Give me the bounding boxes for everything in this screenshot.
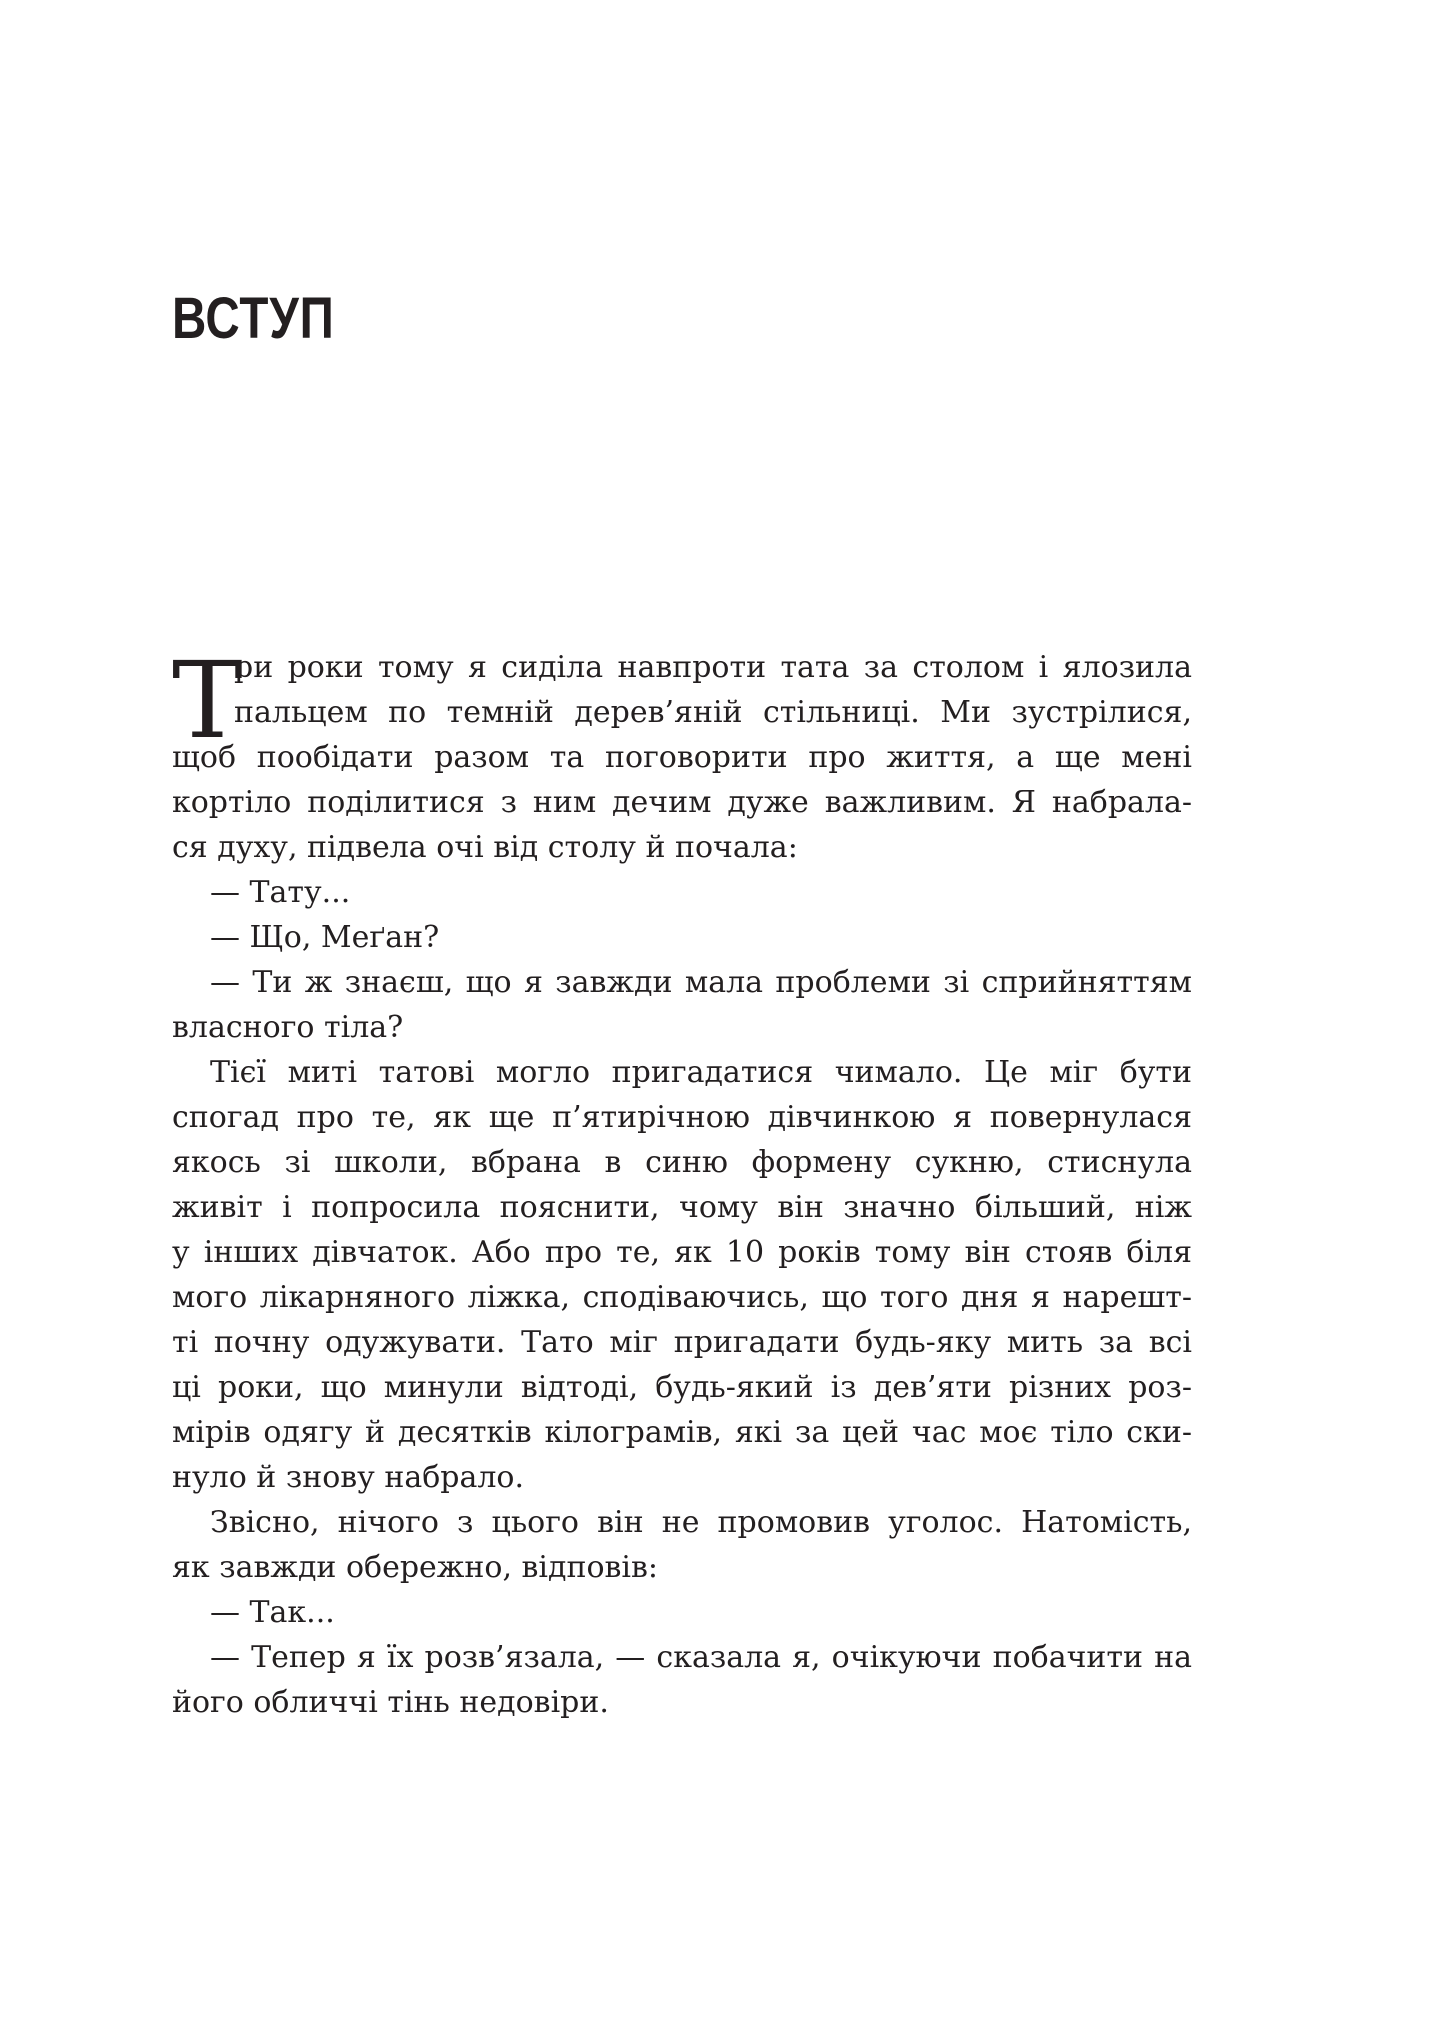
text-line: Тієї миті татові могло пригадатися чимало. Це міг бути — [210, 1055, 1192, 1090]
text-line: нуло й знову набрало. — [172, 1460, 525, 1495]
text-line: ці роки, що минули відтоді, будь-який із дев’яти різних роз- — [172, 1370, 1192, 1405]
text-line: — Тепер я їх розв’язала, — сказала я, очікуючи побачити на — [210, 1640, 1192, 1675]
text-line: ся духу, підвела очі від столу й почала: — [172, 830, 798, 865]
text-line: ті почну одужувати. Тато міг пригадати будь-яку мить за всі — [172, 1325, 1192, 1360]
text-line: кортіло поділитися з ним дечим дуже важливим. Я набрала- — [172, 785, 1192, 820]
drop-cap-letter: Т — [172, 639, 243, 762]
text-line: живіт і попросила пояснити, чому він значно більший, ніж — [172, 1190, 1192, 1225]
text-line: його обличчі тінь недовіри. — [172, 1685, 609, 1720]
text-line: — Так... — [210, 1595, 335, 1630]
text-line: як завжди обережно, відповів: — [172, 1550, 659, 1585]
text-line: якось зі школи, вбрана в синю формену сукню, стиснула — [172, 1145, 1192, 1180]
body-text — [172, 639, 1192, 1725]
text-line: щоб пообідати разом та поговорити про життя, а ще мені — [172, 740, 1192, 775]
text-line: пальцем по темній дерев’яній стільниці. Ми зустрілися, — [234, 695, 1192, 730]
text-line: — Що, Меґан? — [210, 920, 440, 955]
text-line: спогад про те, як ще п’ятирічною дівчинкою я повернулася — [172, 1100, 1192, 1135]
chapter-title: ВСТУП — [172, 286, 335, 351]
text-line: — Тату... — [210, 875, 351, 910]
text-line: Звісно, нічого з цього він не промовив уголос. Натомість, — [210, 1505, 1192, 1540]
text-line: власного тіла? — [172, 1010, 404, 1045]
text-line: — Ти ж знаєш, що я завжди мала проблеми зі сприйняттям — [210, 965, 1192, 1000]
text-line: мого лікарняного ліжка, сподіваючись, що того дня я нарешт- — [172, 1280, 1192, 1315]
text-line: мірів одягу й десятків кілограмів, які за цей час моє тіло ски- — [172, 1415, 1192, 1450]
text-line: у інших дівчаток. Або про те, як 10 років тому він стояв біля — [172, 1235, 1192, 1270]
text-line: ри роки тому я сиділа навпроти тата за столом і ялозила — [234, 650, 1192, 685]
